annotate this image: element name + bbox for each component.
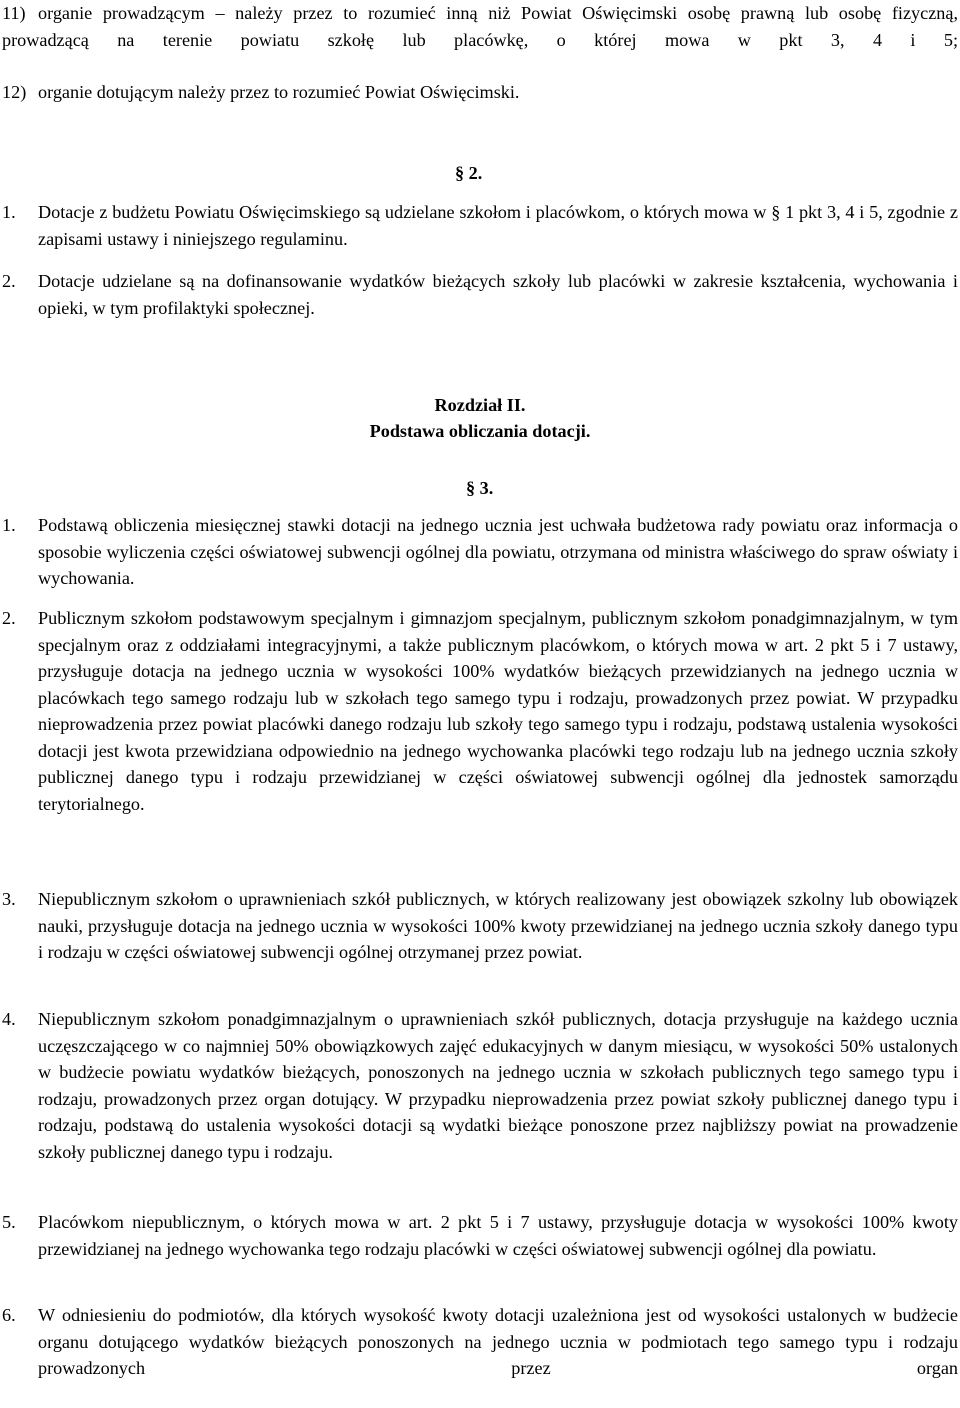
- item-text: Niepublicznym szkołom o uprawnieniach szkół publicznych, w których realizowany jest obowiązek szkolny lub obowiązek nauki, przysługuje dotacja na jednego ucznia w wysokości 100% kwoty przewidzianej na jednego ucznia szkoły danego typu i rodzaju w części oświatowej subwencji ogólnej otrzymanej przez powiat.: [38, 889, 958, 962]
- section-3-item-4: [2, 1006, 958, 1165]
- item-number: 3.: [2, 889, 16, 909]
- item-number: 6.: [2, 1305, 16, 1325]
- item-text: Dotacje z budżetu Powiatu Oświęcimskiego są udzielane szkołom i placówkom, o których mowa w § 1 pkt 3, 4 i 5, zgodnie z zapisami ustawy i niniejszego regulaminu.: [38, 202, 958, 249]
- section-2-item-1: [2, 199, 958, 252]
- definition-text: organie prowadzącym – należy przez to rozumieć inną niż Powiat Oświęcimski osobę prawną lub osobę fizyczną, prowadzącą na terenie powiatu szkołę lub placówkę, o której mowa w pkt 3, 4 i 5;: [2, 3, 958, 50]
- section-3-sign: § 3.: [466, 478, 494, 498]
- section-3-item-2: [2, 605, 958, 817]
- definition-item-12: [2, 79, 958, 106]
- item-text: Placówkom niepublicznym, o których mowa w art. 2 pkt 5 i 7 ustawy, przysługuje dotacja w wysokości 100% kwoty przewidzianej na jednego wychowanka tego rodzaju placówki w części oświatowej subwencji ogólnej dla powiatu.: [38, 1212, 958, 1259]
- item-number: 1.: [2, 515, 16, 535]
- section-3-item-5: [2, 1209, 958, 1262]
- definition-number: 11): [2, 3, 26, 23]
- item-number: 4.: [2, 1009, 16, 1029]
- definition-number: 12): [2, 82, 27, 102]
- item-text: Niepublicznym szkołom ponadgimnazjalnym o uprawnieniach szkół publicznych, dotacja przysługuje na każdego ucznia uczęszczającego w co najmniej 50% obowiązkowych zajęć edukacyjnych w danym miesiącu, w wysokości 50% ustalonych w budżecie powiatu wydatków bieżących, ponoszonych na jednego ucznia w szkołach publicznych tego samego typu i rodzaju, prowadzonych przez organ dotujący. W przypadku nieprowadzenia przez powiat szkoły publicznej danego typu i rodzaju, podstawą do ustalenia wysokości dotacji są wydatki bieżące ponoszone przez najbliższy powiat na prowadzenie szkoły publicznej danego typu i rodzaju.: [38, 1009, 958, 1162]
- chapter-subtitle: Podstawa obliczania dotacji.: [369, 421, 591, 441]
- item-text: W odniesieniu do podmiotów, dla których wysokość kwoty dotacji uzależniona jest od wysokości ustalonych w budżecie organu dotującego wydatków bieżących ponoszonych na jednego ucznia w podmiotach tego samego typu i rodzaju prowadzonych przez organ: [38, 1305, 958, 1378]
- section-3-item-6: [2, 1302, 958, 1408]
- item-number: 1.: [2, 202, 16, 222]
- item-number: 2.: [2, 271, 16, 291]
- definition-item-11: [2, 0, 958, 80]
- item-text: Publicznym szkołom podstawowym specjalnym i gimnazjom specjalnym, publicznym szkołom ponadgimnazjalnym, w tym specjalnym oraz z oddziałami integracyjnymi, a także publicznym placówkom, o których mowa w art. 2 pkt 5 i 7 ustawy, przysługuje dotacja na jednego ucznia w wysokości 100% wydatków bieżących przewidzianych na jednego ucznia w placówkach tego samego rodzaju lub w szkołach tego samego typu i rodzaju, prowadzonych przez powiat. W przypadku nieprowadzenia przez powiat placówki danego rodzaju lub szkoły tego samego typu i rodzaju, podstawą ustalenia wysokości dotacji jest kwota przewidziana odpowiednio na jednego wychowanka placówki tego rodzaju lub na jednego ucznia szkoły publicznej danego typu i rodzaju przewidzianej w części oświatowej subwencji ogólnej dla jednostek samorządu terytorialnego.: [38, 608, 958, 814]
- section-3-item-1: [2, 512, 958, 592]
- item-number: 2.: [2, 608, 16, 628]
- section-2-item-2: [2, 268, 958, 321]
- item-number: 5.: [2, 1212, 16, 1232]
- chapter-title: Rozdział II.: [434, 395, 526, 415]
- section-2-sign: § 2.: [455, 163, 483, 183]
- section-3-item-3: [2, 886, 958, 966]
- item-text: Dotacje udzielane są na dofinansowanie wydatków bieżących szkoły lub placówki w zakresie kształcenia, wychowania i opieki, w tym profilaktyki społecznej.: [38, 271, 958, 318]
- definition-text: organie dotującym należy przez to rozumieć Powiat Oświęcimski.: [38, 82, 520, 102]
- item-text: Podstawą obliczenia miesięcznej stawki dotacji na jednego ucznia jest uchwała budżetowa rady powiatu oraz informacja o sposobie wyliczenia części oświatowej subwencji ogólnej dla powiatu, otrzymana od ministra właściwego do spraw oświaty i wychowania.: [38, 515, 958, 588]
